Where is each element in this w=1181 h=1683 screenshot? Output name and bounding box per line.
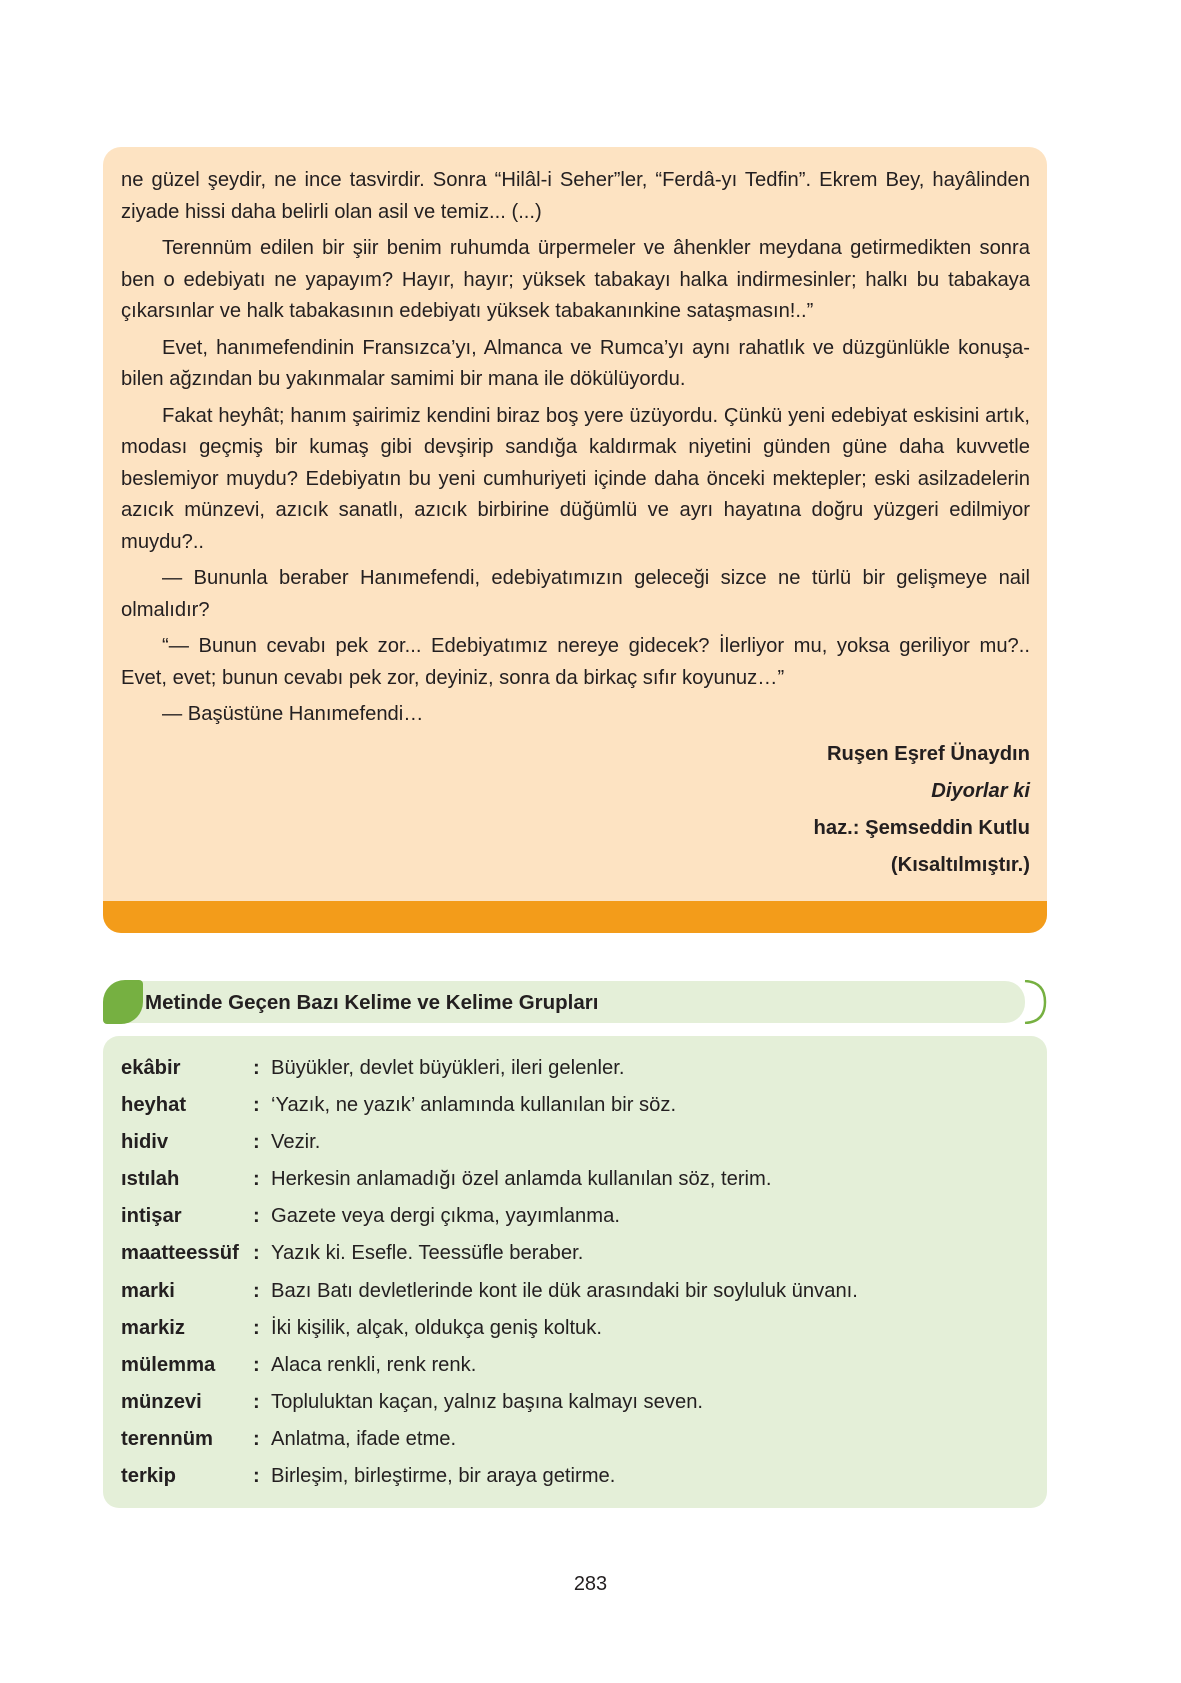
vocabulary-term: terennüm	[121, 1427, 213, 1450]
vocabulary-entry	[121, 1053, 1021, 1090]
term-separator: :	[253, 1057, 260, 1079]
term-separator: :	[253, 1242, 260, 1265]
vocabulary-list	[121, 1053, 1021, 1498]
header-curve-icon	[1023, 980, 1047, 1024]
vocabulary-entry	[121, 1276, 1021, 1313]
reading-text	[121, 165, 1030, 736]
term-separator: :	[253, 1390, 260, 1413]
paragraph: — Bununla beraber Hanımefendi, edebiyatımızın geleceği sizce ne türlü bir gelişmeye nail olmalıdır?	[121, 567, 1030, 621]
abridged-note: (Kısaltılmıştır.)	[890, 854, 1030, 876]
vocabulary-definition: ‘Yazık, ne yazık’ anlamında kullanılan bir söz.	[271, 1094, 677, 1117]
vocabulary-term: mülemma	[121, 1353, 216, 1376]
author-name: Ruşen Eşref Ünaydın	[826, 743, 1030, 765]
vocabulary-term: ıstılah	[121, 1168, 180, 1191]
vocabulary-entry	[121, 1350, 1021, 1387]
vocabulary-term: intişar	[121, 1205, 182, 1228]
vocabulary-title: Metinde Geçen Bazı Kelime ve Kelime Grupları	[145, 991, 599, 1014]
vocabulary-entry	[121, 1164, 1021, 1201]
term-separator: :	[253, 1427, 260, 1450]
vocabulary-entry	[121, 1238, 1021, 1275]
term-separator: :	[253, 1279, 260, 1302]
reading-box	[103, 147, 1047, 933]
vocabulary-definition: Anlatma, ifade etme.	[271, 1427, 457, 1450]
vocabulary-entry	[121, 1313, 1021, 1350]
vocabulary-entry	[121, 1461, 1021, 1498]
term-separator: :	[253, 1168, 260, 1191]
vocabulary-term: marki	[121, 1279, 175, 1302]
attribution	[814, 736, 1030, 884]
vocabulary-term: heyhat	[121, 1094, 187, 1117]
paragraph: Terennüm edilen bir şiir benim ruhumda ürpermeler ve âhenkler meydana getirmedikten sonra ben o edebiyatı ne yapayım? Hayır, hayır; yüksek tabakayı halka indirmesinler; halkı bu tabakaya çıkarsınlar ve halk tabakasının edebiyatı yüksek tabakanınkine sataşmasın!..”	[121, 237, 1030, 322]
page-number: 283	[573, 1573, 608, 1595]
paragraph: Fakat heyhât; hanım şairimiz kendini biraz boş yere üzüyordu. Çünkü yeni edebiyat eskisini artık, modası geçmiş bir kumaş gibi devşirip sandığa kaldırmak niyetini günden güne daha kuvvetle beslemiyor muydu? Edebiyatın bu yeni cumhuriyeti içinde daha önceki mektepler; eski asilzadelerin azıcık münzevi, azıcık sanatlı, azıcık birbirine düğümlü ve ayrı hayatına doğru yüzgeri edilmiyor muydu?..	[121, 404, 1030, 553]
editor-credit: haz.: Şemseddin Kutlu	[813, 817, 1030, 839]
paragraph: Evet, hanımefendinin Fransızca’yı, Almanca ve Rumca’yı aynı rahatlık ve düzgünlükle konuşabilen ağzından bu yakınmalar samimi bir mana ile dökülüyordu.	[121, 336, 1030, 390]
vocabulary-definition: Birleşim, birleştirme, bir araya getirme.	[271, 1465, 616, 1488]
vocabulary-entry	[121, 1201, 1021, 1238]
vocabulary-box	[103, 1036, 1047, 1508]
vocabulary-definition: Vezir.	[271, 1131, 321, 1154]
vocabulary-definition: Gazete veya dergi çıkma, yayımlanma.	[271, 1205, 620, 1228]
vocabulary-entry	[121, 1424, 1021, 1461]
vocabulary-definition: Topluluktan kaçan, yalnız başına kalmayı seven.	[271, 1390, 704, 1413]
vocabulary-definition: Bazı Batı devletlerinde kont ile dük arasındaki bir soyluluk ünvanı.	[271, 1279, 858, 1302]
vocabulary-term: münzevi	[121, 1390, 202, 1413]
work-title: Diyorlar ki	[931, 780, 1030, 802]
vocabulary-definition: Alaca renkli, renk renk.	[271, 1353, 477, 1376]
vocabulary-entry	[121, 1090, 1021, 1127]
term-separator: :	[253, 1316, 260, 1339]
vocabulary-definition: Yazık ki. Esefle. Teessüfle beraber.	[271, 1242, 584, 1265]
vocabulary-term: hidiv	[121, 1131, 169, 1154]
vocabulary-definition: Büyükler, devlet büyükleri, ileri gelenler.	[271, 1057, 625, 1079]
vocabulary-header	[103, 980, 1047, 1024]
vocabulary-definition: Herkesin anlamadığı özel anlamda kullanılan söz, terim.	[271, 1168, 772, 1191]
term-separator: :	[253, 1353, 260, 1376]
vocabulary-term: maatteessüf	[121, 1242, 239, 1265]
vocabulary-term: ekâbir	[121, 1057, 181, 1079]
vocabulary-definition: İki kişilik, alçak, oldukça geniş koltuk.	[271, 1316, 602, 1339]
vocabulary-term: markiz	[121, 1316, 185, 1339]
term-separator: :	[253, 1205, 260, 1228]
term-separator: :	[253, 1131, 260, 1154]
vocabulary-term: terkip	[121, 1465, 176, 1488]
vocabulary-entry	[121, 1387, 1021, 1424]
term-separator: :	[253, 1094, 260, 1117]
term-separator: :	[253, 1465, 260, 1488]
paragraph: ne güzel şeydir, ne ince tasvirdir. Sonra “Hilâl-i Seher”ler, “Ferdâ-yı Tedfin”. Ekrem Bey, hayâlinden ziyade hissi daha belirli olan asil ve temiz... (...)	[121, 169, 1030, 223]
paragraph: “— Bunun cevabı pek zor... Edebiyatımız nereye gidecek? İlerliyor mu, yoksa geriliyor mu?.. Evet, evet; bunun cevabı pek zor, deyiniz, sonra da birkaç sıfır koyunuz…”	[121, 635, 1030, 689]
vocabulary-entry	[121, 1127, 1021, 1164]
orange-footer-bar	[103, 901, 1047, 933]
paragraph: — Başüstüne Hanımefendi…	[162, 703, 424, 725]
